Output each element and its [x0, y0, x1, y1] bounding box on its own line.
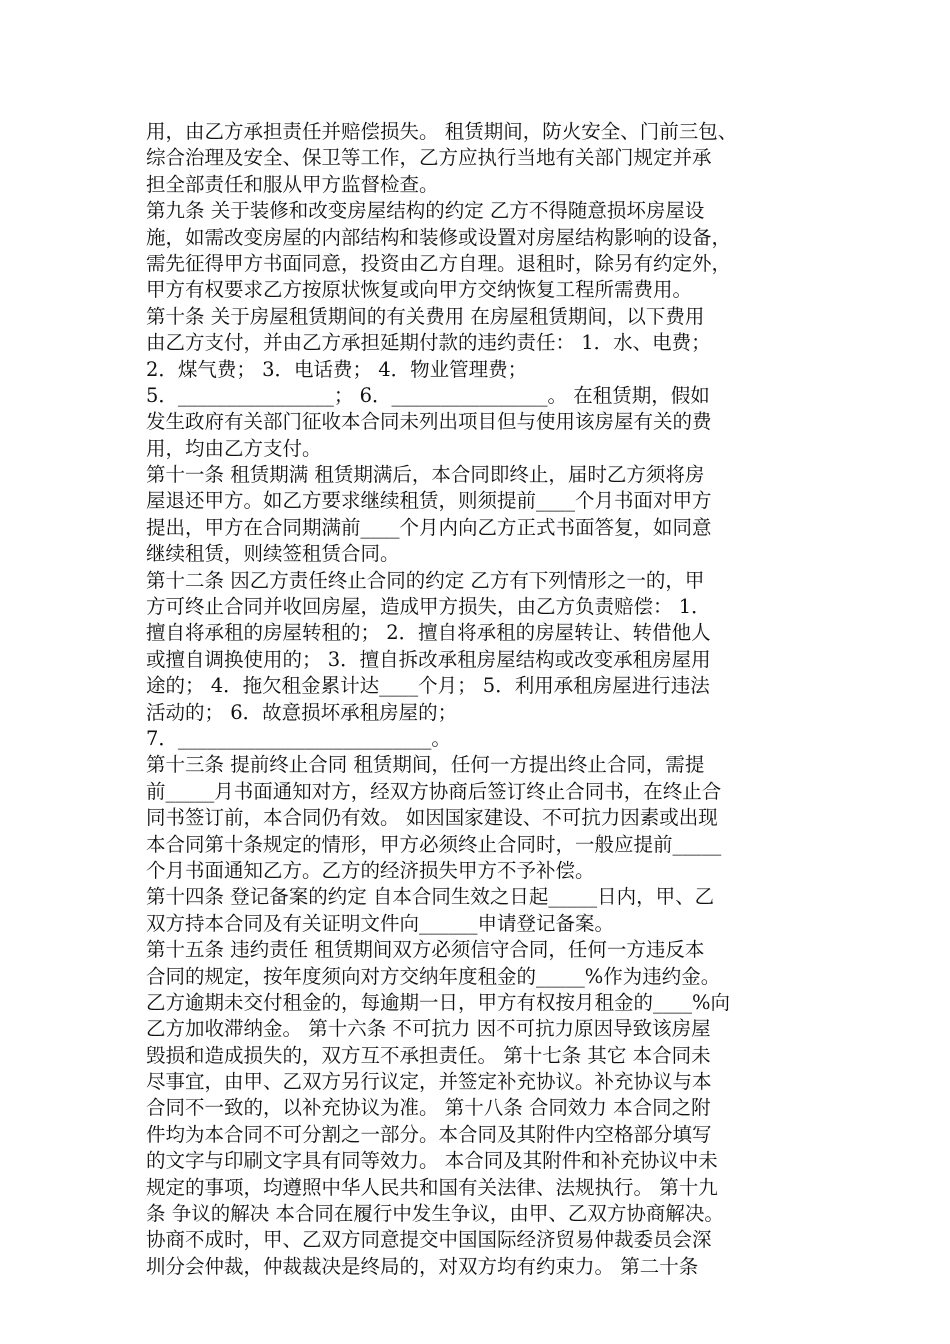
- text-line: 协商不成时，甲、乙双方同意提交中国国际经济贸易仲裁委员会深: [146, 1228, 712, 1252]
- article-9-heading-line: 第九条 关于装修和改变房屋结构的约定 乙方不得随意损坏房屋设: [146, 199, 705, 223]
- text-line: 施，如需改变房屋的内部结构和装修或设置对房屋结构影响的设备，: [146, 225, 732, 249]
- text-line: 的文字与印刷文字具有同等效力。 本合同及其附件和补充协议中未: [146, 1149, 718, 1173]
- article-15-heading-line: 第十五条 违约责任 租赁期间双方必须信守合同，任何一方违反本: [146, 938, 705, 962]
- text-line: 用，均由乙方支付。: [146, 436, 322, 460]
- article-11-heading-line: 第十一条 租赁期满 租赁期满后，本合同即终止，届时乙方须将房: [146, 463, 705, 487]
- text-line: 同书签订前，本合同仍有效。 如因国家建设、不可抗力因素或出现: [146, 806, 718, 830]
- text-line: 前_____月书面通知对方，经双方协商后签订终止合同书，在终止合: [146, 779, 722, 803]
- text-line: 由乙方支付，并由乙方承担延期付款的违约责任： 1．水、电费；: [146, 331, 711, 355]
- text-line: 活动的； 6．故意损坏承租房屋的；: [146, 700, 458, 724]
- text-line: 条 争议的解决 本合同在履行中发生争议，由甲、乙双方协商解决。: [146, 1202, 724, 1226]
- article-10-heading-line: 第十条 关于房屋租赁期间的有关费用 在房屋租赁期间，以下费用: [146, 304, 705, 328]
- text-line: 双方持本合同及有关证明文件向______申请登记备案。: [146, 911, 615, 935]
- text-line: 方可终止合同并收回房屋，造成甲方损失，由乙方负责赔偿： 1．: [146, 595, 711, 619]
- text-line: 乙方加收滞纳金。 第十六条 不可抗力 因不可抗力原因导致该房屋: [146, 1017, 711, 1041]
- text-line: 规定的事项，均遵照中华人民共和国有关法律、法规执行。 第十九: [146, 1175, 718, 1199]
- text-line: 屋退还甲方。如乙方要求继续租赁，则须提前____个月书面对甲方: [146, 489, 712, 513]
- text-line: 甲方有权要求乙方按原状恢复或向甲方交纳恢复工程所需费用。: [146, 278, 693, 302]
- text-line: 乙方逾期未交付租金的，每逾期一日，甲方有权按月租金的____%向: [146, 990, 731, 1014]
- text-line: 提出，甲方在合同期满前____个月内向乙方正式书面答复，如同意: [146, 515, 712, 539]
- text-line: 5．________________； 6．________________。 在租赁期，假如: [146, 383, 710, 407]
- text-line: 7．__________________________。: [146, 726, 451, 750]
- text-line: 本合同第十条规定的情形，甲方必须终止合同时，一般应提前_____: [146, 832, 722, 856]
- text-line: 擅自将承租的房屋转租的； 2．擅自将承租的房屋转让、转借他人: [146, 621, 711, 645]
- text-line: 圳分会仲裁，仲裁裁决是终局的，对双方均有约束力。 第二十条: [146, 1254, 699, 1278]
- text-line: 件均为本合同不可分割之一部分。本合同及其附件内空格部分填写: [146, 1122, 712, 1146]
- article-12-heading-line: 第十二条 因乙方责任终止合同的约定 乙方有下列情形之一的，甲: [146, 568, 705, 592]
- text-line: 需先征得甲方书面同意，投资由乙方自理。退租时，除另有约定外，: [146, 251, 732, 275]
- text-line: 继续租赁，则续签租赁合同。: [146, 542, 400, 566]
- text-line: 合同的规定，按年度须向对方交纳年度租金的_____%作为违约金。: [146, 964, 721, 988]
- text-line: 途的； 4．拖欠租金累计达____个月； 5．利用承租房屋进行违法: [146, 674, 710, 698]
- text-line: 发生政府有关部门征收本合同未列出项目但与使用该房屋有关的费: [146, 410, 712, 434]
- text-line: 担全部责任和服从甲方监督检查。: [146, 172, 439, 196]
- text-line: 尽事宜，由甲、乙双方另行议定，并签定补充协议。补充协议与本: [146, 1070, 712, 1094]
- text-line: 综合治理及安全、保卫等工作，乙方应执行当地有关部门规定并承: [146, 146, 712, 170]
- article-14-heading-line: 第十四条 登记备案的约定 自本合同生效之日起_____日内，甲、乙: [146, 885, 715, 909]
- article-13-heading-line: 第十三条 提前终止合同 租赁期间，任何一方提出终止合同，需提: [146, 753, 705, 777]
- text-line: 个月书面通知乙方。乙方的经济损失甲方不予补偿。: [146, 858, 595, 882]
- text-line: 合同不一致的，以补充协议为准。 第十八条 合同效力 本合同之附: [146, 1096, 711, 1120]
- text-line: 2．煤气费； 3．电话费； 4．物业管理费；: [146, 357, 528, 381]
- text-line: 用，由乙方承担责任并赔偿损失。 租赁期间，防火安全、门前三包、: [146, 120, 738, 143]
- text-line: 或擅自调换使用的； 3．擅自拆改承租房屋结构或改变承租房屋用: [146, 647, 711, 671]
- contract-text-body: [146, 119, 818, 1280]
- text-line: 毁损和造成损失的，双方互不承担责任。 第十七条 其它 本合同未: [146, 1043, 711, 1067]
